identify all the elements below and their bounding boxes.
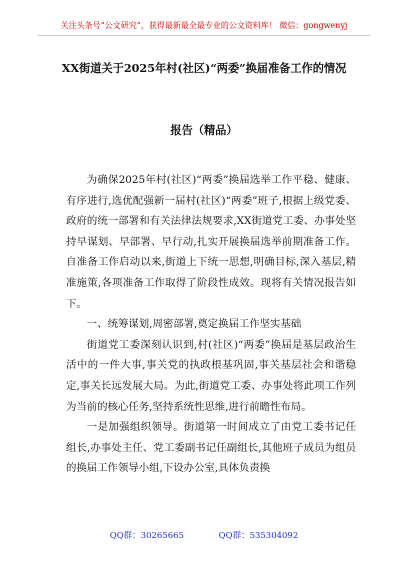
footer-qq-group-1: QQ群：30265665 xyxy=(109,531,184,541)
header-divider xyxy=(38,35,370,36)
paragraph-intro: 为确保2025年村(社区)“两委”换届选举工作平稳、健康、有序进行,选优配强新一届村(社区)“两委”班子,根据上级党委、政府的统一部署和有关法律法规要求,XX街道党工委、办事处坚持早谋划、早部署、早行动,扎实开展换届选举前期准备工作。自准备工作启动以来,街道上下统一思想,明确目标,深入基层,精准施策,各项准备工作取得了阶段性成效。现将有关情况报告如下。 xyxy=(66,174,356,310)
paragraph-section-1: 街道党工委深刻认识到,村(社区)“两委”换届是基层政治生活中的一件大事,事关党的执政根基巩固,事关基层社会和谐稳定,事关长远发展大局。为此,街道党工委、办事处将此项工作列为当前的核心任务,坚持系统性思维,进行前瞻性布局。 xyxy=(66,338,356,413)
header-banner: 关注头条号“公文研究”，获得最新最全最专业的公文资料库！ 微信：gongwenyj xyxy=(60,21,348,30)
paragraph-section-1-point-1: 一是加强组织领导。街道第一时间成立了由党工委书记任组长,办事处主任、党工委副书记任副组长,其他班子成员为组员的换届工作领导小组,下设办公室,具体负责换 xyxy=(66,421,356,475)
section-heading: 一、统筹谋划,周密部署,奠定换届工作坚实基础 xyxy=(86,318,302,331)
footer xyxy=(0,530,408,542)
footer-qq-group-2: QQ群：535304092 xyxy=(218,531,299,541)
document-title: XX街道关于2025年村(社区)“两委”换届准备工作的情况 xyxy=(61,61,347,75)
document-title-continued: 报告（精品） xyxy=(170,123,238,137)
document-body xyxy=(66,170,356,479)
